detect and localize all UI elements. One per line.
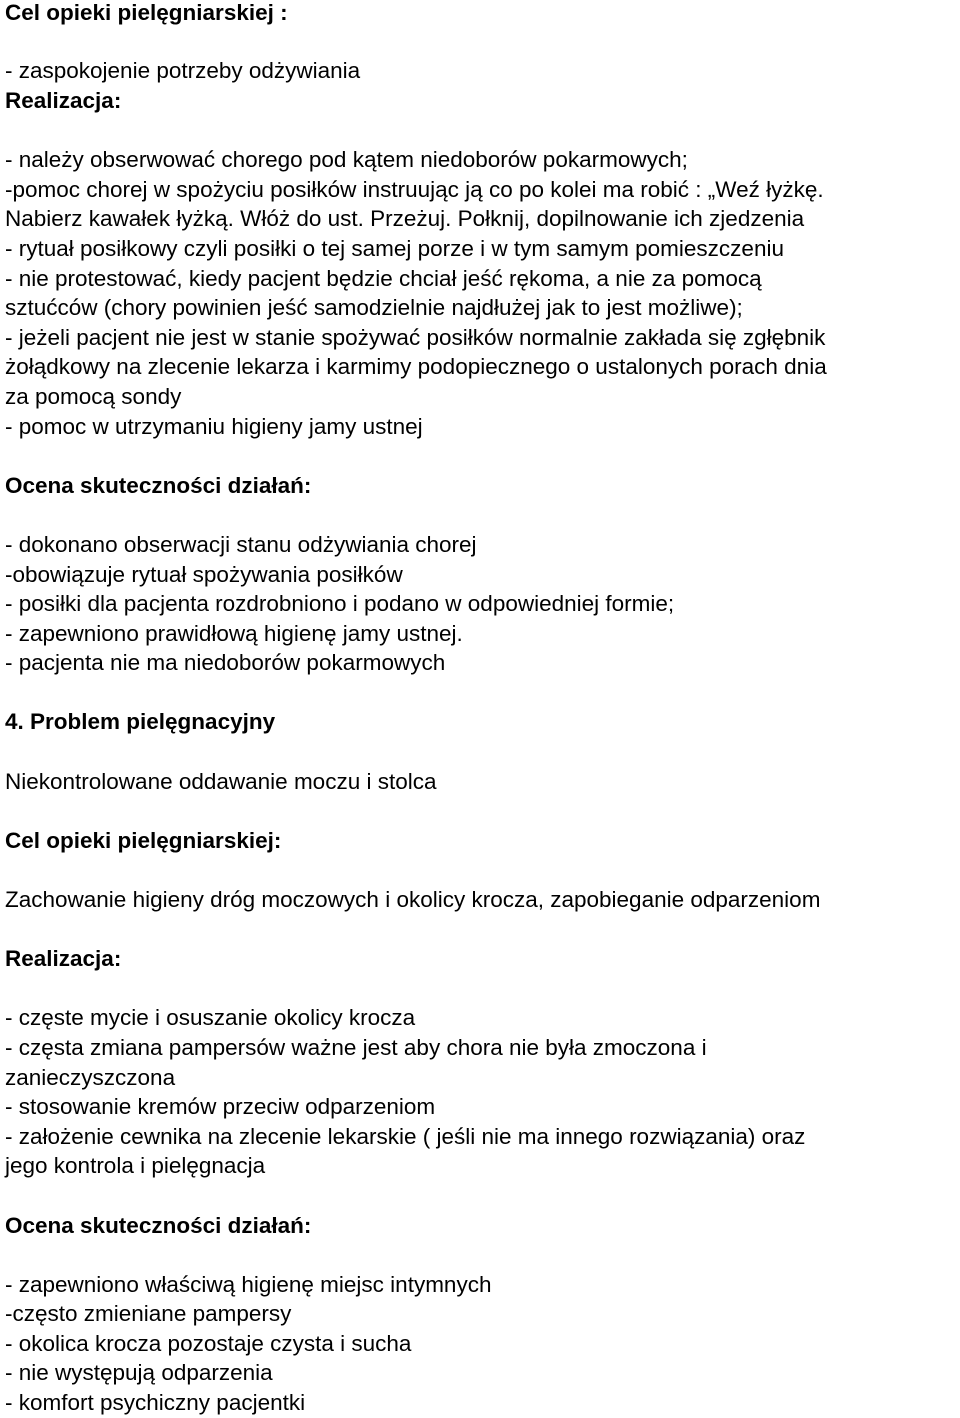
care-goal-heading: Cel opieki pielęgniarskiej: bbox=[5, 828, 282, 853]
realization-label: Realizacja: bbox=[5, 88, 122, 113]
care-goal-text: Zachowanie higieny dróg moczowych i okolicy krocza, zapobieganie odparzeniom bbox=[5, 887, 821, 912]
realization-line: - rytuał posiłkowy czyli posiłki o tej samej porze i w tym samym pomieszczeniu bbox=[5, 236, 784, 261]
realization-label: Realizacja: bbox=[5, 946, 122, 971]
realization-line: - częsta zmiana pampersów ważne jest aby chora nie była zmoczona i bbox=[5, 1035, 707, 1060]
realization-line: za pomocą sondy bbox=[5, 384, 182, 409]
realization-line: - stosowanie kremów przeciw odparzeniom bbox=[5, 1094, 436, 1119]
evaluation-line: - posiłki dla pacjenta rozdrobniono i podano w odpowiedniej formie; bbox=[5, 591, 675, 616]
evaluation-line: - zapewniono prawidłową higienę jamy ustnej. bbox=[5, 621, 463, 646]
realization-line: jego kontrola i pielęgnacja bbox=[5, 1153, 266, 1178]
evaluation-line: - nie występują odparzenia bbox=[5, 1360, 273, 1385]
evaluation-line: - dokonano obserwacji stanu odżywiania chorej bbox=[5, 532, 477, 557]
evaluation-label: Ocena skuteczności działań: bbox=[5, 473, 312, 498]
realization-line: -pomoc chorej w spożyciu posiłków instruując ją co po kolei ma robić : „Weź łyżkę. bbox=[5, 177, 824, 202]
realization-line: - częste mycie i osuszanie okolicy krocza bbox=[5, 1005, 416, 1030]
evaluation-line: -obowiązuje rytuał spożywania posiłków bbox=[5, 562, 403, 587]
realization-line: Nabierz kawałek łyżką. Włóż do ust. Przeżuj. Połknij, dopilnowanie ich zjedzenia bbox=[5, 206, 805, 231]
evaluation-line: - okolica krocza pozostaje czysta i sucha bbox=[5, 1331, 412, 1356]
realization-line: - nie protestować, kiedy pacjent będzie chciał jeść rękoma, a nie za pomocą bbox=[5, 266, 762, 291]
realization-line: - należy obserwować chorego pod kątem niedoborów pokarmowych; bbox=[5, 147, 688, 172]
problem-text: Niekontrolowane oddawanie moczu i stolca bbox=[5, 769, 437, 794]
evaluation-line: - pacjenta nie ma niedoborów pokarmowych bbox=[5, 650, 446, 675]
care-goal-text: - zaspokojenie potrzeby odżywiania bbox=[5, 58, 361, 83]
evaluation-line: -często zmieniane pampersy bbox=[5, 1301, 292, 1326]
problem-heading: 4. Problem pielęgnacyjny bbox=[5, 709, 276, 734]
realization-line: - założenie cewnika na zlecenie lekarskie ( jeśli nie ma innego rozwiązania) oraz bbox=[5, 1124, 806, 1149]
realization-line: zanieczyszczona bbox=[5, 1065, 176, 1090]
evaluation-label: Ocena skuteczności działań: bbox=[5, 1213, 312, 1238]
evaluation-line: - zapewniono właściwą higienę miejsc intymnych bbox=[5, 1272, 492, 1297]
realization-line: - jeżeli pacjent nie jest w stanie spożywać posiłków normalnie zakłada się zgłębnik bbox=[5, 325, 826, 350]
realization-line: żołądkowy na zlecenie lekarza i karmimy podopiecznego o ustalonych porach dnia bbox=[5, 354, 827, 379]
realization-line: sztućców (chory powinien jeść samodzielnie najdłużej jak to jest możliwe); bbox=[5, 295, 743, 320]
evaluation-line: - komfort psychiczny pacjentki bbox=[5, 1390, 306, 1415]
realization-line: - pomoc w utrzymaniu higieny jamy ustnej bbox=[5, 414, 423, 439]
care-goal-heading: Cel opieki pielęgniarskiej : bbox=[5, 0, 288, 25]
